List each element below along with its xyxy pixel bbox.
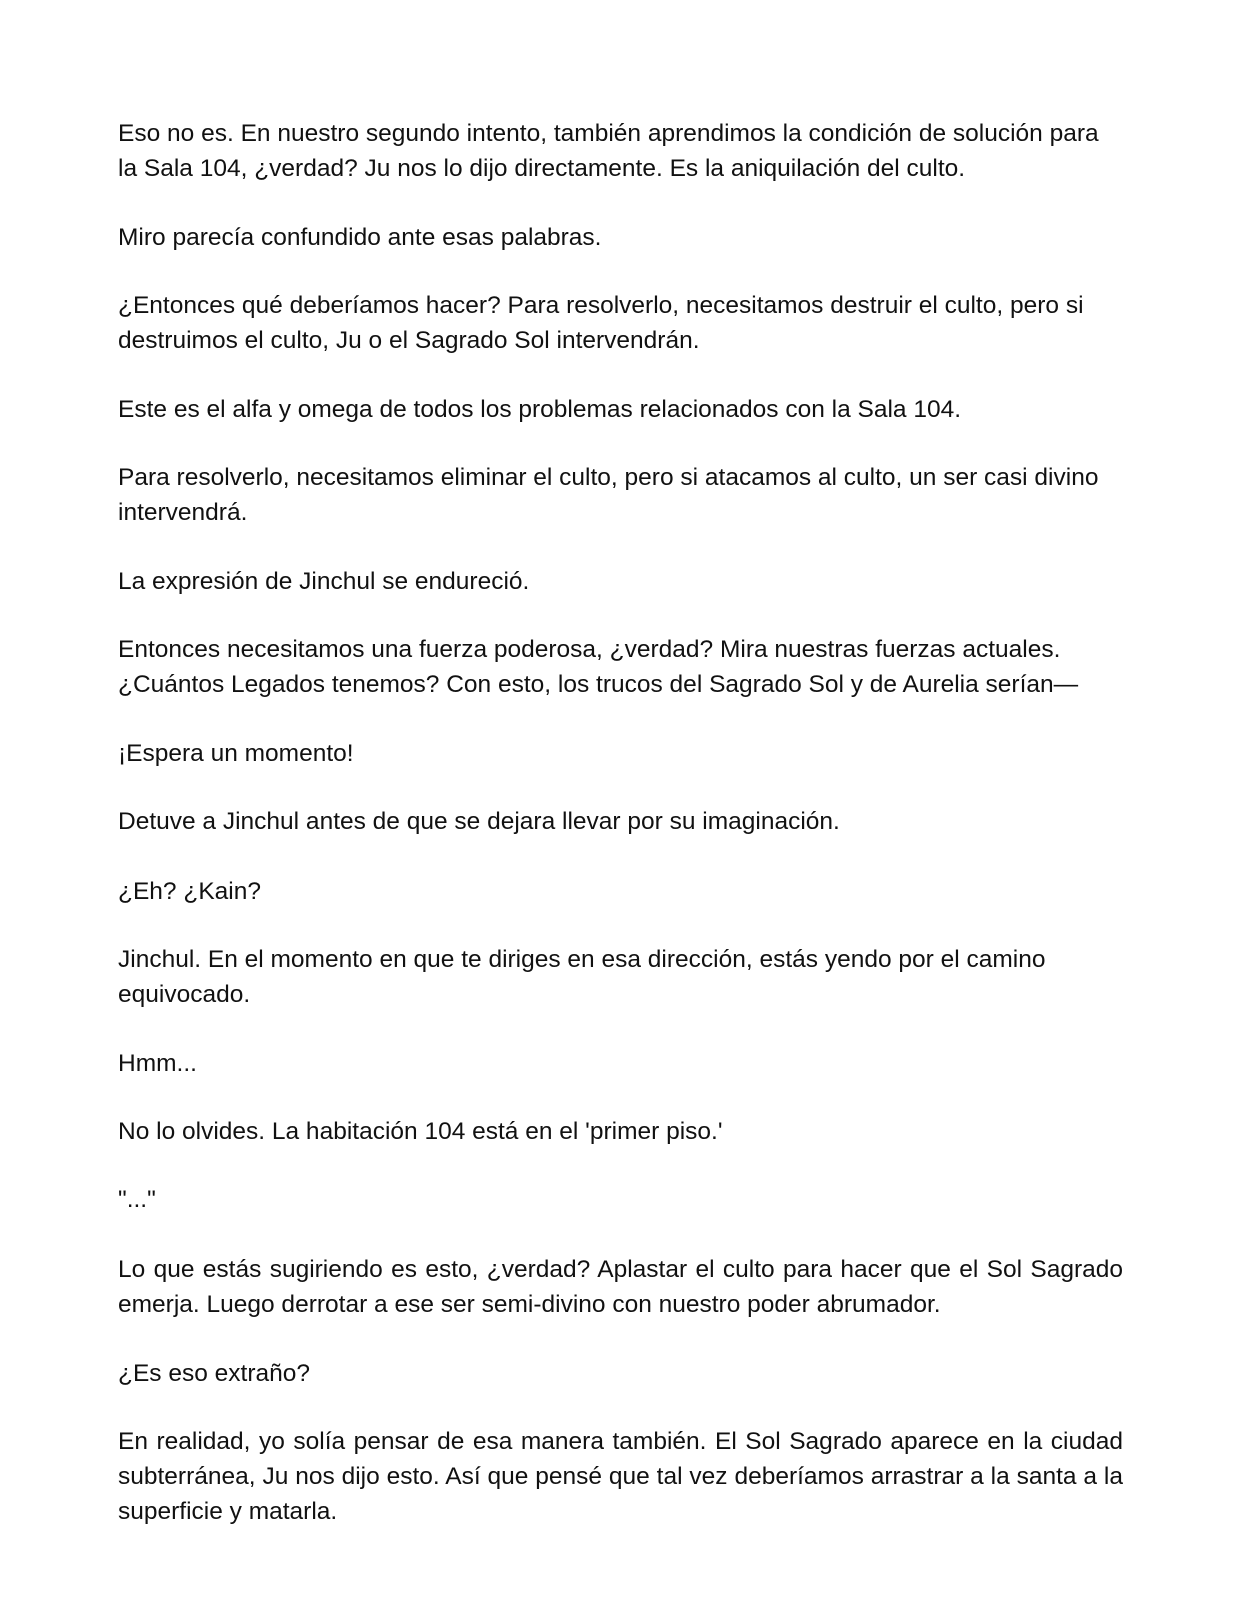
paragraph-9: Detuve a Jinchul antes de que se dejara llevar por su imaginación. bbox=[118, 808, 840, 835]
paragraph-11: Jinchul. En el momento en que te diriges en esa dirección, estás yendo por el camino equivocado. bbox=[118, 946, 1046, 1008]
paragraph-6: La expresión de Jinchul se endureció. bbox=[118, 568, 530, 595]
paragraph-1: Eso no es. En nuestro segundo intento, también aprendimos la condición de solución para la Sala 104, ¿verdad? Ju nos lo dijo directamente. Es la aniquilación del culto. bbox=[118, 120, 1099, 182]
paragraph-4: Este es el alfa y omega de todos los problemas relacionados con la Sala 104. bbox=[118, 396, 962, 423]
paragraph-5: Para resolverlo, necesitamos eliminar el culto, pero si atacamos al culto, un ser casi divino intervendrá. bbox=[118, 464, 1099, 526]
paragraph-14: "..." bbox=[118, 1186, 156, 1213]
paragraph-13: No lo olvides. La habitación 104 está en el 'primer piso.' bbox=[118, 1118, 723, 1145]
paragraph-16: ¿Es eso extraño? bbox=[118, 1360, 311, 1387]
paragraph-7: Entonces necesitamos una fuerza poderosa, ¿verdad? Mira nuestras fuerzas actuales. ¿Cuántos Legados tenemos? Con esto, los trucos del Sagrado Sol y de Aurelia serían— bbox=[118, 636, 1079, 698]
paragraph-8: ¡Espera un momento! bbox=[118, 740, 354, 767]
paragraph-3: ¿Entonces qué deberíamos hacer? Para resolverlo, necesitamos destruir el culto, pero si destruimos el culto, Ju o el Sagrado Sol intervendrán. bbox=[118, 292, 1084, 354]
paragraph-2: Miro parecía confundido ante esas palabras. bbox=[118, 224, 602, 251]
paragraph-12: Hmm... bbox=[118, 1050, 197, 1077]
document-page bbox=[118, 0, 1123, 1620]
paragraph-17: En realidad, yo solía pensar de esa manera también. El Sol Sagrado aparece en la ciudad subterránea, Ju nos dijo esto. Así que pensé que tal vez deberíamos arrastrar a la santa a la superficie y matarla. bbox=[118, 1428, 1123, 1525]
paragraph-10: ¿Eh? ¿Kain? bbox=[118, 878, 261, 905]
paragraph-15: Lo que estás sugiriendo es esto, ¿verdad? Aplastar el culto para hacer que el Sol Sagrado emerja. Luego derrotar a ese ser semi-divino con nuestro poder abrumador. bbox=[118, 1256, 1123, 1318]
